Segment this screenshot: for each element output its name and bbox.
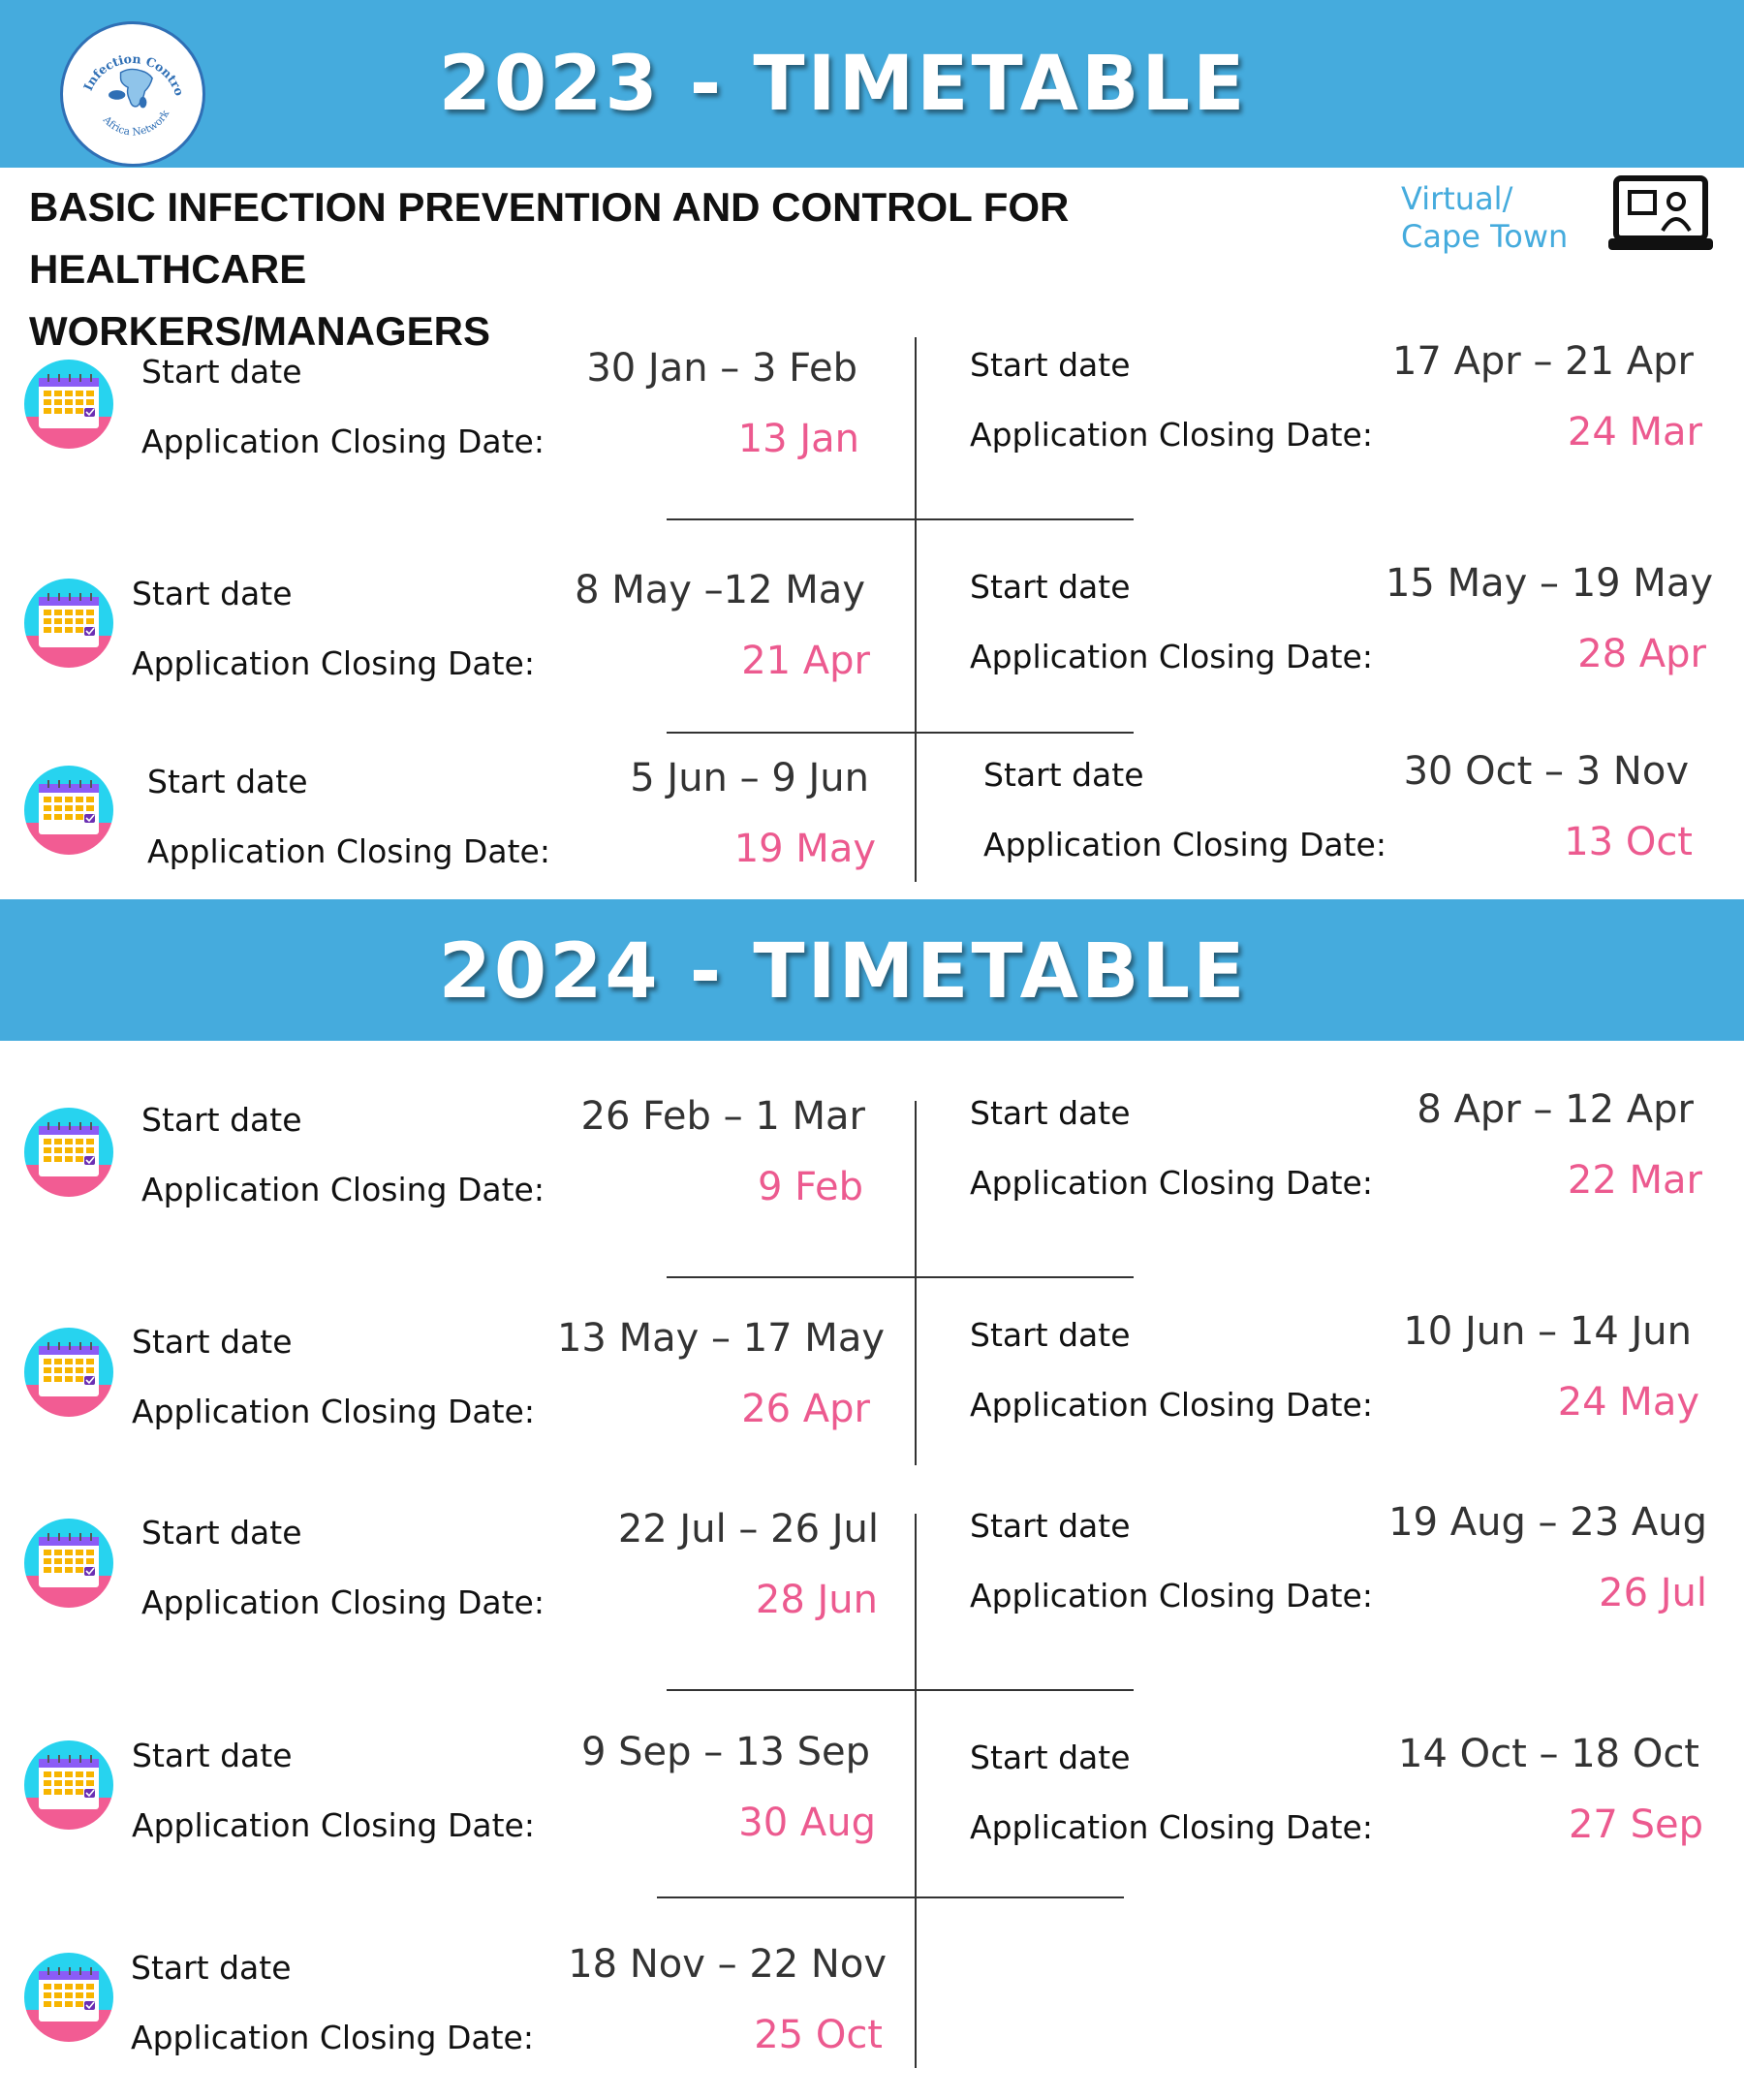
closing-date-label: Application Closing Date: bbox=[970, 1577, 1373, 1614]
calendar-icon bbox=[23, 1107, 114, 1198]
course-dates: 10 Jun – 14 Jun bbox=[1403, 1309, 1692, 1354]
closing-date: 13 Jan bbox=[737, 417, 859, 461]
closing-date: 21 Apr bbox=[741, 639, 870, 683]
course-dates: 26 Feb – 1 Mar bbox=[580, 1094, 865, 1139]
closing-date: 24 Mar bbox=[1567, 410, 1702, 454]
closing-date-label: Application Closing Date: bbox=[970, 416, 1373, 454]
closing-date: 9 Feb bbox=[758, 1165, 863, 1209]
calendar-icon bbox=[23, 1740, 114, 1831]
closing-date-label: Application Closing Date: bbox=[141, 423, 545, 460]
start-date-label: Start date bbox=[970, 1316, 1131, 1354]
delivery-mode bbox=[1401, 180, 1568, 256]
calendar-icon bbox=[23, 1518, 114, 1609]
laptop-video-call-icon bbox=[1606, 174, 1715, 256]
start-date-label: Start date bbox=[970, 1739, 1131, 1776]
timetable-2023-title: 2023 - TIMETABLE bbox=[438, 41, 1248, 128]
closing-date: 26 Jul bbox=[1599, 1571, 1707, 1615]
closing-date-label: Application Closing Date: bbox=[147, 832, 550, 870]
timetable-2024-title: 2024 - TIMETABLE bbox=[438, 928, 1248, 1016]
start-date-label: Start date bbox=[147, 763, 308, 800]
start-date-label: Start date bbox=[132, 575, 293, 612]
course-dates: 8 May –12 May bbox=[575, 568, 865, 612]
course-title-line-2: WORKERS/MANAGERS bbox=[29, 308, 491, 354]
closing-date: 25 Oct bbox=[754, 2013, 883, 2057]
closing-date: 22 Mar bbox=[1567, 1158, 1702, 1203]
svg-text:Africa Network: Africa Network bbox=[100, 108, 172, 139]
course-dates: 14 Oct – 18 Oct bbox=[1398, 1732, 1699, 1776]
closing-date: 30 Aug bbox=[738, 1801, 876, 1845]
calendar-icon bbox=[23, 359, 114, 450]
timetable-2023-banner bbox=[0, 0, 1744, 168]
closing-date-label: Application Closing Date: bbox=[141, 1171, 545, 1208]
start-date-label: Start date bbox=[983, 756, 1144, 794]
course-title bbox=[29, 176, 1347, 362]
grid-divider-horizontal-2023-1 bbox=[667, 518, 1134, 520]
closing-date-label: Application Closing Date: bbox=[970, 1164, 1373, 1202]
closing-date: 28 Jun bbox=[755, 1578, 878, 1622]
closing-date: 28 Apr bbox=[1577, 632, 1706, 676]
closing-date-label: Application Closing Date: bbox=[132, 644, 535, 682]
calendar-icon bbox=[23, 1952, 114, 2043]
closing-date-label: Application Closing Date: bbox=[132, 1393, 535, 1430]
course-dates: 19 Aug – 23 Aug bbox=[1388, 1500, 1707, 1545]
grid-divider-horizontal-2024-3 bbox=[657, 1896, 1124, 1898]
closing-date: 24 May bbox=[1557, 1380, 1699, 1425]
course-dates: 18 Nov – 22 Nov bbox=[568, 1942, 887, 1987]
closing-date-label: Application Closing Date: bbox=[983, 826, 1386, 863]
delivery-mode-line-2: Cape Town bbox=[1401, 218, 1569, 255]
course-dates: 15 May – 19 May bbox=[1385, 561, 1713, 606]
closing-date: 26 Apr bbox=[741, 1387, 870, 1431]
grid-divider-horizontal-2024-1 bbox=[667, 1276, 1134, 1278]
course-dates: 22 Jul – 26 Jul bbox=[617, 1507, 879, 1551]
start-date-label: Start date bbox=[132, 1323, 293, 1361]
closing-date-label: Application Closing Date: bbox=[131, 2019, 534, 2056]
closing-date: 13 Oct bbox=[1564, 820, 1693, 864]
course-title-line-1: BASIC INFECTION PREVENTION AND CONTROL FOR HEALTHCARE bbox=[29, 184, 1070, 292]
course-dates: 30 Oct – 3 Nov bbox=[1403, 749, 1689, 794]
infection-control-africa-network-logo bbox=[60, 21, 205, 167]
start-date-label: Start date bbox=[141, 1101, 302, 1139]
course-dates: 8 Apr – 12 Apr bbox=[1417, 1087, 1694, 1132]
grid-divider-horizontal-2024-2 bbox=[667, 1689, 1134, 1691]
start-date-label: Start date bbox=[132, 1737, 293, 1774]
start-date-label: Start date bbox=[970, 1507, 1131, 1545]
grid-divider-vertical-2024-a bbox=[915, 1101, 917, 1465]
closing-date-label: Application Closing Date: bbox=[132, 1806, 535, 1844]
start-date-label: Start date bbox=[970, 1094, 1131, 1132]
closing-date-label: Application Closing Date: bbox=[141, 1583, 545, 1621]
grid-divider-vertical-2023 bbox=[915, 337, 917, 882]
delivery-mode-line-1: Virtual/ bbox=[1401, 180, 1513, 217]
course-dates: 13 May – 17 May bbox=[556, 1316, 885, 1361]
start-date-label: Start date bbox=[141, 353, 302, 391]
closing-date-label: Application Closing Date: bbox=[970, 638, 1373, 675]
timetable-2024-banner bbox=[0, 899, 1744, 1041]
closing-date: 27 Sep bbox=[1568, 1802, 1703, 1847]
svg-text:Infection Control: Infection Contro bbox=[80, 50, 188, 98]
calendar-icon bbox=[23, 1327, 114, 1418]
start-date-label: Start date bbox=[970, 568, 1131, 606]
calendar-icon bbox=[23, 765, 114, 856]
course-dates: 9 Sep – 13 Sep bbox=[581, 1730, 870, 1774]
closing-date-label: Application Closing Date: bbox=[970, 1386, 1373, 1424]
grid-divider-horizontal-2023-2 bbox=[667, 732, 1134, 734]
start-date-label: Start date bbox=[141, 1514, 302, 1551]
closing-date-label: Application Closing Date: bbox=[970, 1808, 1373, 1846]
closing-date: 19 May bbox=[733, 827, 876, 871]
grid-divider-vertical-2024-b bbox=[915, 1514, 917, 2068]
start-date-label: Start date bbox=[970, 346, 1131, 384]
course-dates: 5 Jun – 9 Jun bbox=[630, 756, 869, 800]
course-dates: 30 Jan – 3 Feb bbox=[586, 346, 857, 391]
course-dates: 17 Apr – 21 Apr bbox=[1391, 339, 1694, 384]
start-date-label: Start date bbox=[131, 1949, 292, 1987]
calendar-icon bbox=[23, 578, 114, 669]
